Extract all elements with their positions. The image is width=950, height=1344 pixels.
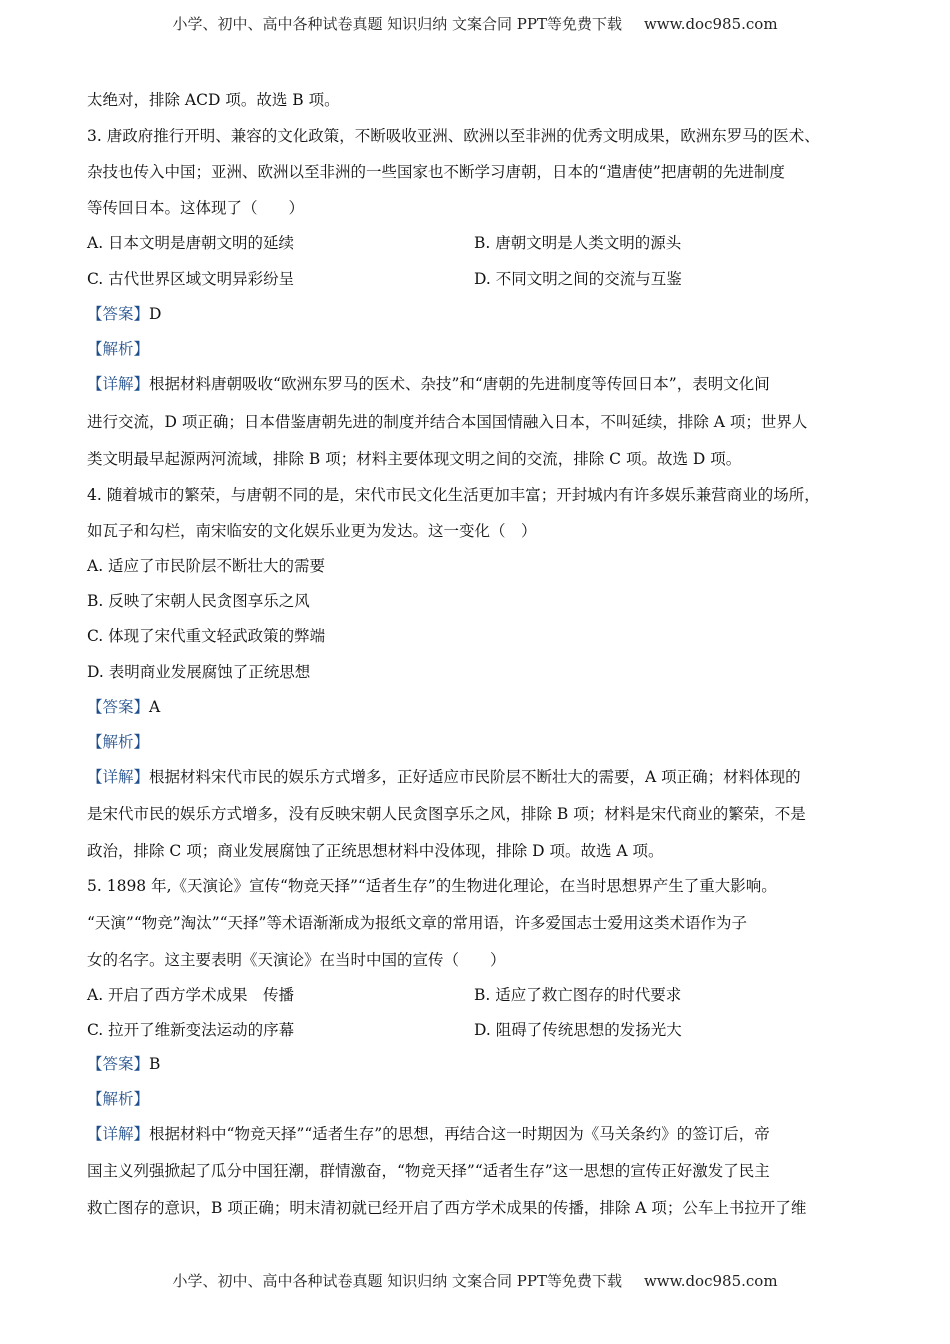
q3-option-d: D. 不同文明之间的交流与互鉴 [474, 270, 682, 288]
q3-analysis [87, 338, 867, 360]
q3-detail-line [87, 373, 867, 395]
q5-detail-line: 救亡图存的意识，B 项正确；明末清初就已经开启了西方学术成果的传播，排除 A 项；公车上书拉开了维 [87, 1199, 807, 1217]
q5-detail-text: 根据材料中“物竞天择”“适者生存”的思想，再结合这一时期因为《马关条约》的签订后，帝 [149, 1125, 770, 1143]
q4-stem-line: 4. 随着城市的繁荣，与唐朝不同的是，宋代市民文化生活更加丰富；开封城内有许多娱乐兼营商业的场所， [87, 486, 820, 504]
q4-detail-text: 根据材料宋代市民的娱乐方式增多，正好适应市民阶层不断壮大的需要，A 项正确；材料体现的 [149, 768, 801, 786]
q3-stem-line: 等传回日本。这体现了（ ） [87, 199, 305, 217]
q4-detail-line: 政治，排除 C 项；商业发展腐蚀了正统思想材料中没体现，排除 D 项。故选 A 项。 [87, 842, 664, 860]
footer-url[interactable]: www.doc985.com [643, 1272, 778, 1290]
q5-option-row [87, 984, 867, 1006]
q3-option-c: C. 古代世界区域文明异彩纷呈 [87, 270, 295, 288]
q3-detail-text: 根据材料唐朝吸收“欧洲东罗马的医术、杂技”和“唐朝的先进制度等传回日本”，表明文化间 [149, 375, 770, 393]
q5-detail-line [87, 1123, 867, 1145]
answer-tag: 【答案】 [87, 698, 150, 716]
q5-answer [87, 1053, 867, 1075]
page-header [0, 13, 950, 34]
q3-option-b: B. 唐朝文明是人类文明的源头 [474, 234, 682, 252]
q4-answer [87, 696, 867, 718]
q3-option-row [87, 232, 867, 254]
q4-analysis [87, 731, 867, 753]
detail-tag: 【详解】 [87, 1125, 150, 1143]
q4-option-a: A. 适应了市民阶层不断壮大的需要 [87, 557, 326, 575]
q3-stem-line: 3. 唐政府推行开明、兼容的文化政策，不断吸收亚洲、欧洲以至非洲的优秀文明成果，欧洲东罗马的医术、 [87, 127, 820, 145]
q5-option-d: D. 阻碍了传统思想的发扬光大 [474, 1021, 682, 1039]
analysis-tag: 【解析】 [87, 340, 150, 358]
q5-option-a: A. 开启了西方学术成果 传播 [87, 986, 295, 1004]
q3-answer-value: D [149, 305, 162, 323]
q5-option-c: C. 拉开了维新变法运动的序幕 [87, 1021, 295, 1039]
q5-analysis [87, 1088, 867, 1110]
q4-option-b: B. 反映了宋朝人民贪图享乐之风 [87, 592, 310, 610]
answer-tag: 【答案】 [87, 1055, 150, 1073]
q4-option-c: C. 体现了宋代重文轻武政策的弊端 [87, 627, 326, 645]
page-footer [0, 1270, 950, 1291]
q3-detail-line: 类文明最早起源两河流域，排除 B 项；材料主要体现文明之间的交流，排除 C 项。故选 D 项。 [87, 450, 742, 468]
q3-option-row [87, 268, 867, 290]
header-url[interactable]: www.doc985.com [643, 15, 778, 33]
q5-option-row [87, 1019, 867, 1041]
q4-detail-line: 是宋代市民的娱乐方式增多，没有反映宋朝人民贪图享乐之风，排除 B 项；材料是宋代商业的繁荣，不是 [87, 805, 806, 823]
q4-option-d: D. 表明商业发展腐蚀了正统思想 [87, 663, 311, 681]
q5-answer-value: B [149, 1055, 161, 1073]
q4-stem-line: 如瓦子和勾栏，南宋临安的文化娱乐业更为发达。这一变化（ ） [87, 522, 537, 540]
q4-answer-value: A [149, 698, 161, 716]
analysis-tag: 【解析】 [87, 1090, 150, 1108]
q5-option-b: B. 适应了救亡图存的时代要求 [474, 986, 682, 1004]
header-text: 小学、初中、高中各种试卷真题 知识归纳 文案合同 PPT等免费下载 [172, 15, 622, 33]
q3-stem-line: 杂技也传入中国；亚洲、欧洲以至非洲的一些国家也不断学习唐朝，日本的“遣唐使”把唐朝的先进制度 [87, 163, 785, 181]
footer-text: 小学、初中、高中各种试卷真题 知识归纳 文案合同 PPT等免费下载 [172, 1272, 622, 1290]
detail-tag: 【详解】 [87, 375, 150, 393]
top-line: 太绝对，排除 ACD 项。故选 B 项。 [87, 91, 340, 109]
q5-detail-line: 国主义列强掀起了瓜分中国狂潮，群情激奋，“物竞天择”“适者生存”这一思想的宣传正好激发了民主 [87, 1162, 770, 1180]
q3-answer [87, 303, 867, 325]
q3-option-a: A. 日本文明是唐朝文明的延续 [87, 234, 295, 252]
q5-stem-line: 女的名字。这主要表明《天演论》在当时中国的宣传（ ） [87, 951, 506, 969]
detail-tag: 【详解】 [87, 768, 150, 786]
q3-detail-line: 进行交流，D 项正确；日本借鉴唐朝先进的制度并结合本国国情融入日本，不叫延续，排除 A 项；世界人 [87, 413, 808, 431]
answer-tag: 【答案】 [87, 305, 150, 323]
q5-stem-line: 5. 1898 年,《天演论》宣传“物竞天择”“适者生存”的生物进化理论，在当时思想界产生了重大影响。 [87, 877, 777, 895]
q4-detail-line [87, 766, 867, 788]
q5-stem-line: “天演”“物竞”淘汰”“天择”等术语渐渐成为报纸文章的常用语，许多爱国志士爱用这类术语作为子 [87, 914, 747, 932]
analysis-tag: 【解析】 [87, 733, 150, 751]
